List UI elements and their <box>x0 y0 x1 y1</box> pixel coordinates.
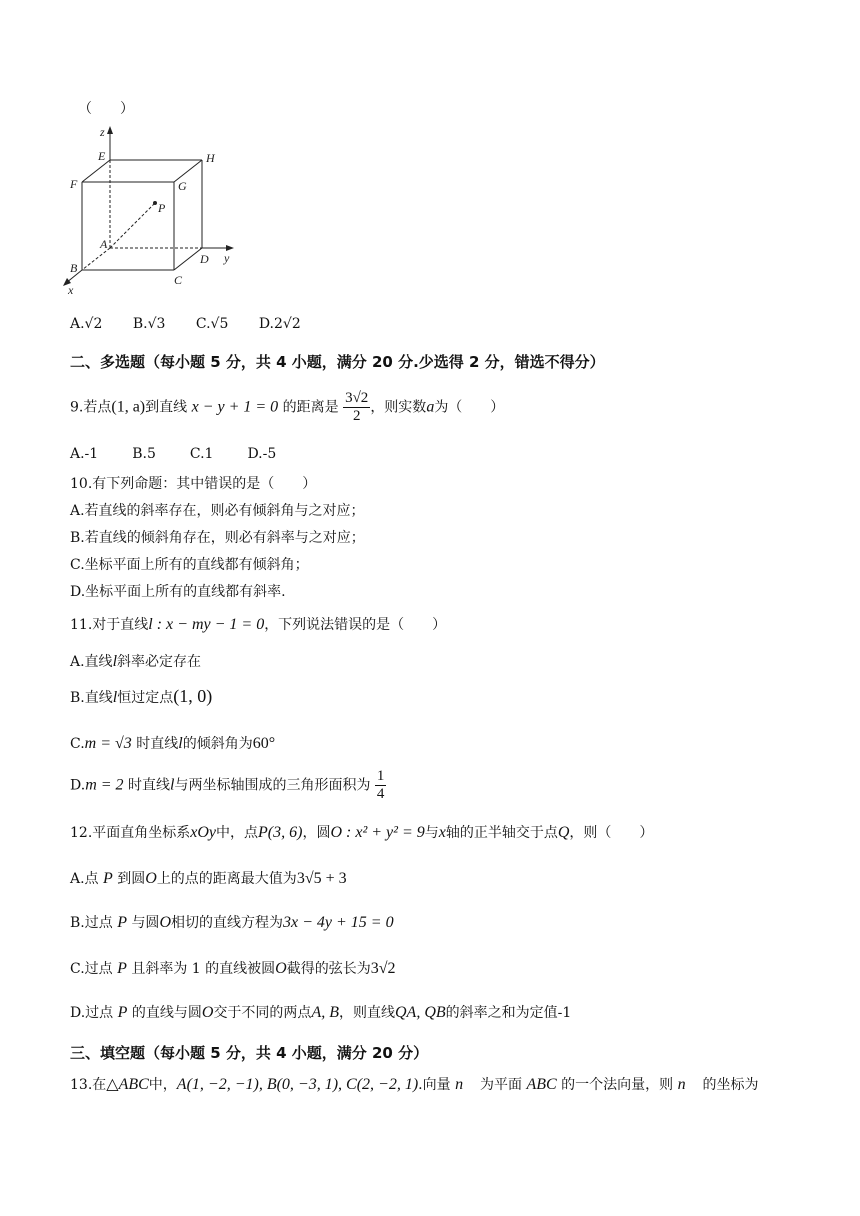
q11-line: l : x − my − 1 = 0 <box>148 616 265 633</box>
q9-var: a <box>426 398 435 416</box>
label-b: B <box>70 261 78 275</box>
label-p: P <box>158 201 166 215</box>
q8-option-d: D.2√2 <box>258 316 301 332</box>
q11-option-c: C.m = √3 时直线l的倾斜角为60° <box>70 735 276 752</box>
q9-fraction: $\frac{3√2}{2}$ <box>345 390 369 424</box>
q11-option-b: B.直线l恒过定点(1, 0) <box>70 686 213 706</box>
q10-option-a: A.若直线的斜率存在，则必有倾斜角与之对应； <box>70 503 365 519</box>
q9-dist: 的距离是 <box>282 399 339 416</box>
q10-option-b: B.若直线的倾斜角存在，则必有斜率与之对应； <box>70 530 365 546</box>
q12-option-b: B.过点 P 与圆O相切的直线方程为3x − 4y + 15 = 0 <box>70 914 394 931</box>
label-a: A <box>100 237 108 251</box>
label-e: E <box>98 149 106 163</box>
q9-options <box>70 446 310 462</box>
q9-stem <box>70 390 504 425</box>
q9-option-c: C.1 <box>189 446 214 462</box>
q11-option-a: A.直线l斜率必定存在 <box>70 653 202 670</box>
q12-option-c: C.过点 P 且斜率为 1 的直线被圆O截得的弦长为3√2 <box>70 960 396 977</box>
q11-d-fraction: $\frac{1}{4}$ <box>376 768 385 802</box>
q9-prefix: 9.若点 <box>70 399 112 416</box>
q9-suffix: ，则实数 <box>370 399 427 416</box>
q10-stem: 10.有下列命题：其中错误的是（ ） <box>70 476 317 492</box>
cube-figure <box>62 120 242 298</box>
q10-option-d: D.坐标平面上所有的直线都有斜率. <box>70 584 286 600</box>
label-z: z <box>100 125 105 139</box>
label-d: D <box>200 252 209 266</box>
answer-paren: （ ） <box>78 101 134 117</box>
label-g: G <box>178 179 187 193</box>
q8-option-a: A.√2 <box>70 316 103 332</box>
q9-option-a: A.-1 <box>70 446 99 462</box>
label-x: x <box>68 283 74 297</box>
q13-stem: 13.在△ABC中，A(1, −2, −1), B(0, −3, 1), C(2, −2, 1).向量 n⃗ 为平面 ABC 的一个法向量，则 n⃗ 的坐标为 <box>70 1076 759 1093</box>
label-h: H <box>206 151 215 165</box>
q9-point: (1, a) <box>111 398 146 416</box>
section-2-title: 二、多选题（每小题 5 分，共 4 小题，满分 20 分.少选得 2 分，错选不得分） <box>70 353 605 371</box>
label-y: y <box>224 251 230 265</box>
q9-end: 为（ ） <box>434 399 505 416</box>
section-3-title: 三、填空题（每小题 5 分，共 4 小题，满分 20 分） <box>70 1044 429 1062</box>
label-f: F <box>70 177 78 191</box>
q8-options <box>70 316 301 332</box>
q9-mid: 到直线 <box>145 399 188 416</box>
q9-line: x − y + 1 = 0 <box>191 398 279 416</box>
label-c: C <box>174 273 183 287</box>
q12-stem: 12.平面直角坐标系xOy中，点P(3, 6)，圆O : x² + y² = 9与x轴的正半轴交于点Q，则（ ） <box>70 824 654 841</box>
q12-option-d: D.过点 P 的直线与圆O交于不同的两点A, B，则直线QA, QB的斜率之和为定值-1 <box>70 1004 572 1021</box>
q8-option-c: C.√5 <box>195 316 229 332</box>
q12-option-a: A.点 P 到圆O上的点的距离最大值为3√5 + 3 <box>70 870 347 887</box>
q8-option-b: B.√3 <box>132 316 166 332</box>
q11-option-d: D.m = 2 时直线l与两坐标轴围成的三角形面积为 $\frac{1}{4}$ <box>70 768 385 802</box>
q9-option-b: B.5 <box>132 446 156 462</box>
q10-option-c: C.坐标平面上所有的直线都有倾斜角； <box>70 557 309 573</box>
q9-option-d: D.-5 <box>247 446 277 462</box>
q11-stem: 11.对于直线l : x − my − 1 = 0，下列说法错误的是（ ） <box>70 616 447 633</box>
